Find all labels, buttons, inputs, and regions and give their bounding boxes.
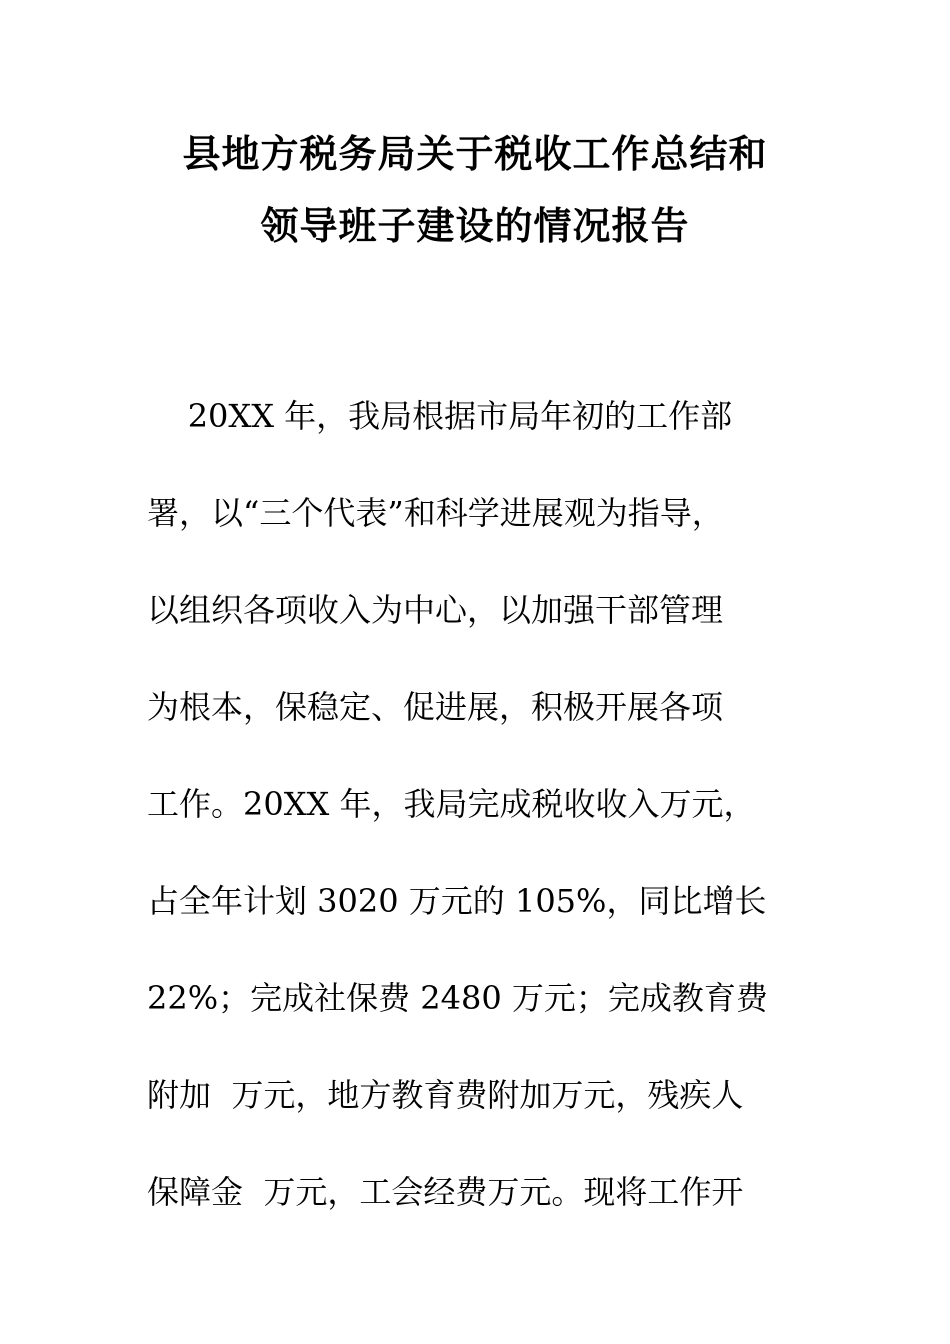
body-line-8: 附加 万元，地方教育费附加万元，残疾人 <box>147 1076 744 1114</box>
body-line-9: 保障金 万元，工会经费万元。现将工作开 <box>147 1173 744 1211</box>
document-body <box>147 368 807 1241</box>
title-line-2: 领导班子建设的情况报告 <box>260 203 690 248</box>
body-line-3: 以组织各项收入为中心，以加强干部管理 <box>147 591 724 629</box>
body-line-4: 为根本，保稳定、促进展，积极开展各项 <box>147 688 724 726</box>
body-line-1: 20XX 年，我局根据市局年初的工作部 <box>147 397 733 435</box>
body-line-5: 工作。20XX 年，我局完成税收收入万元， <box>147 785 756 823</box>
body-line-6: 占全年计划 3020 万元的 105%，同比增长 <box>147 882 767 920</box>
body-line-2: 署，以“三个代表”和科学进展观为指导， <box>147 494 724 532</box>
title-line-1: 县地方税务局关于税收工作总结和 <box>182 131 768 176</box>
document-title <box>0 118 950 262</box>
body-line-7: 22%；完成社保费 2480 万元；完成教育费 <box>147 979 768 1017</box>
